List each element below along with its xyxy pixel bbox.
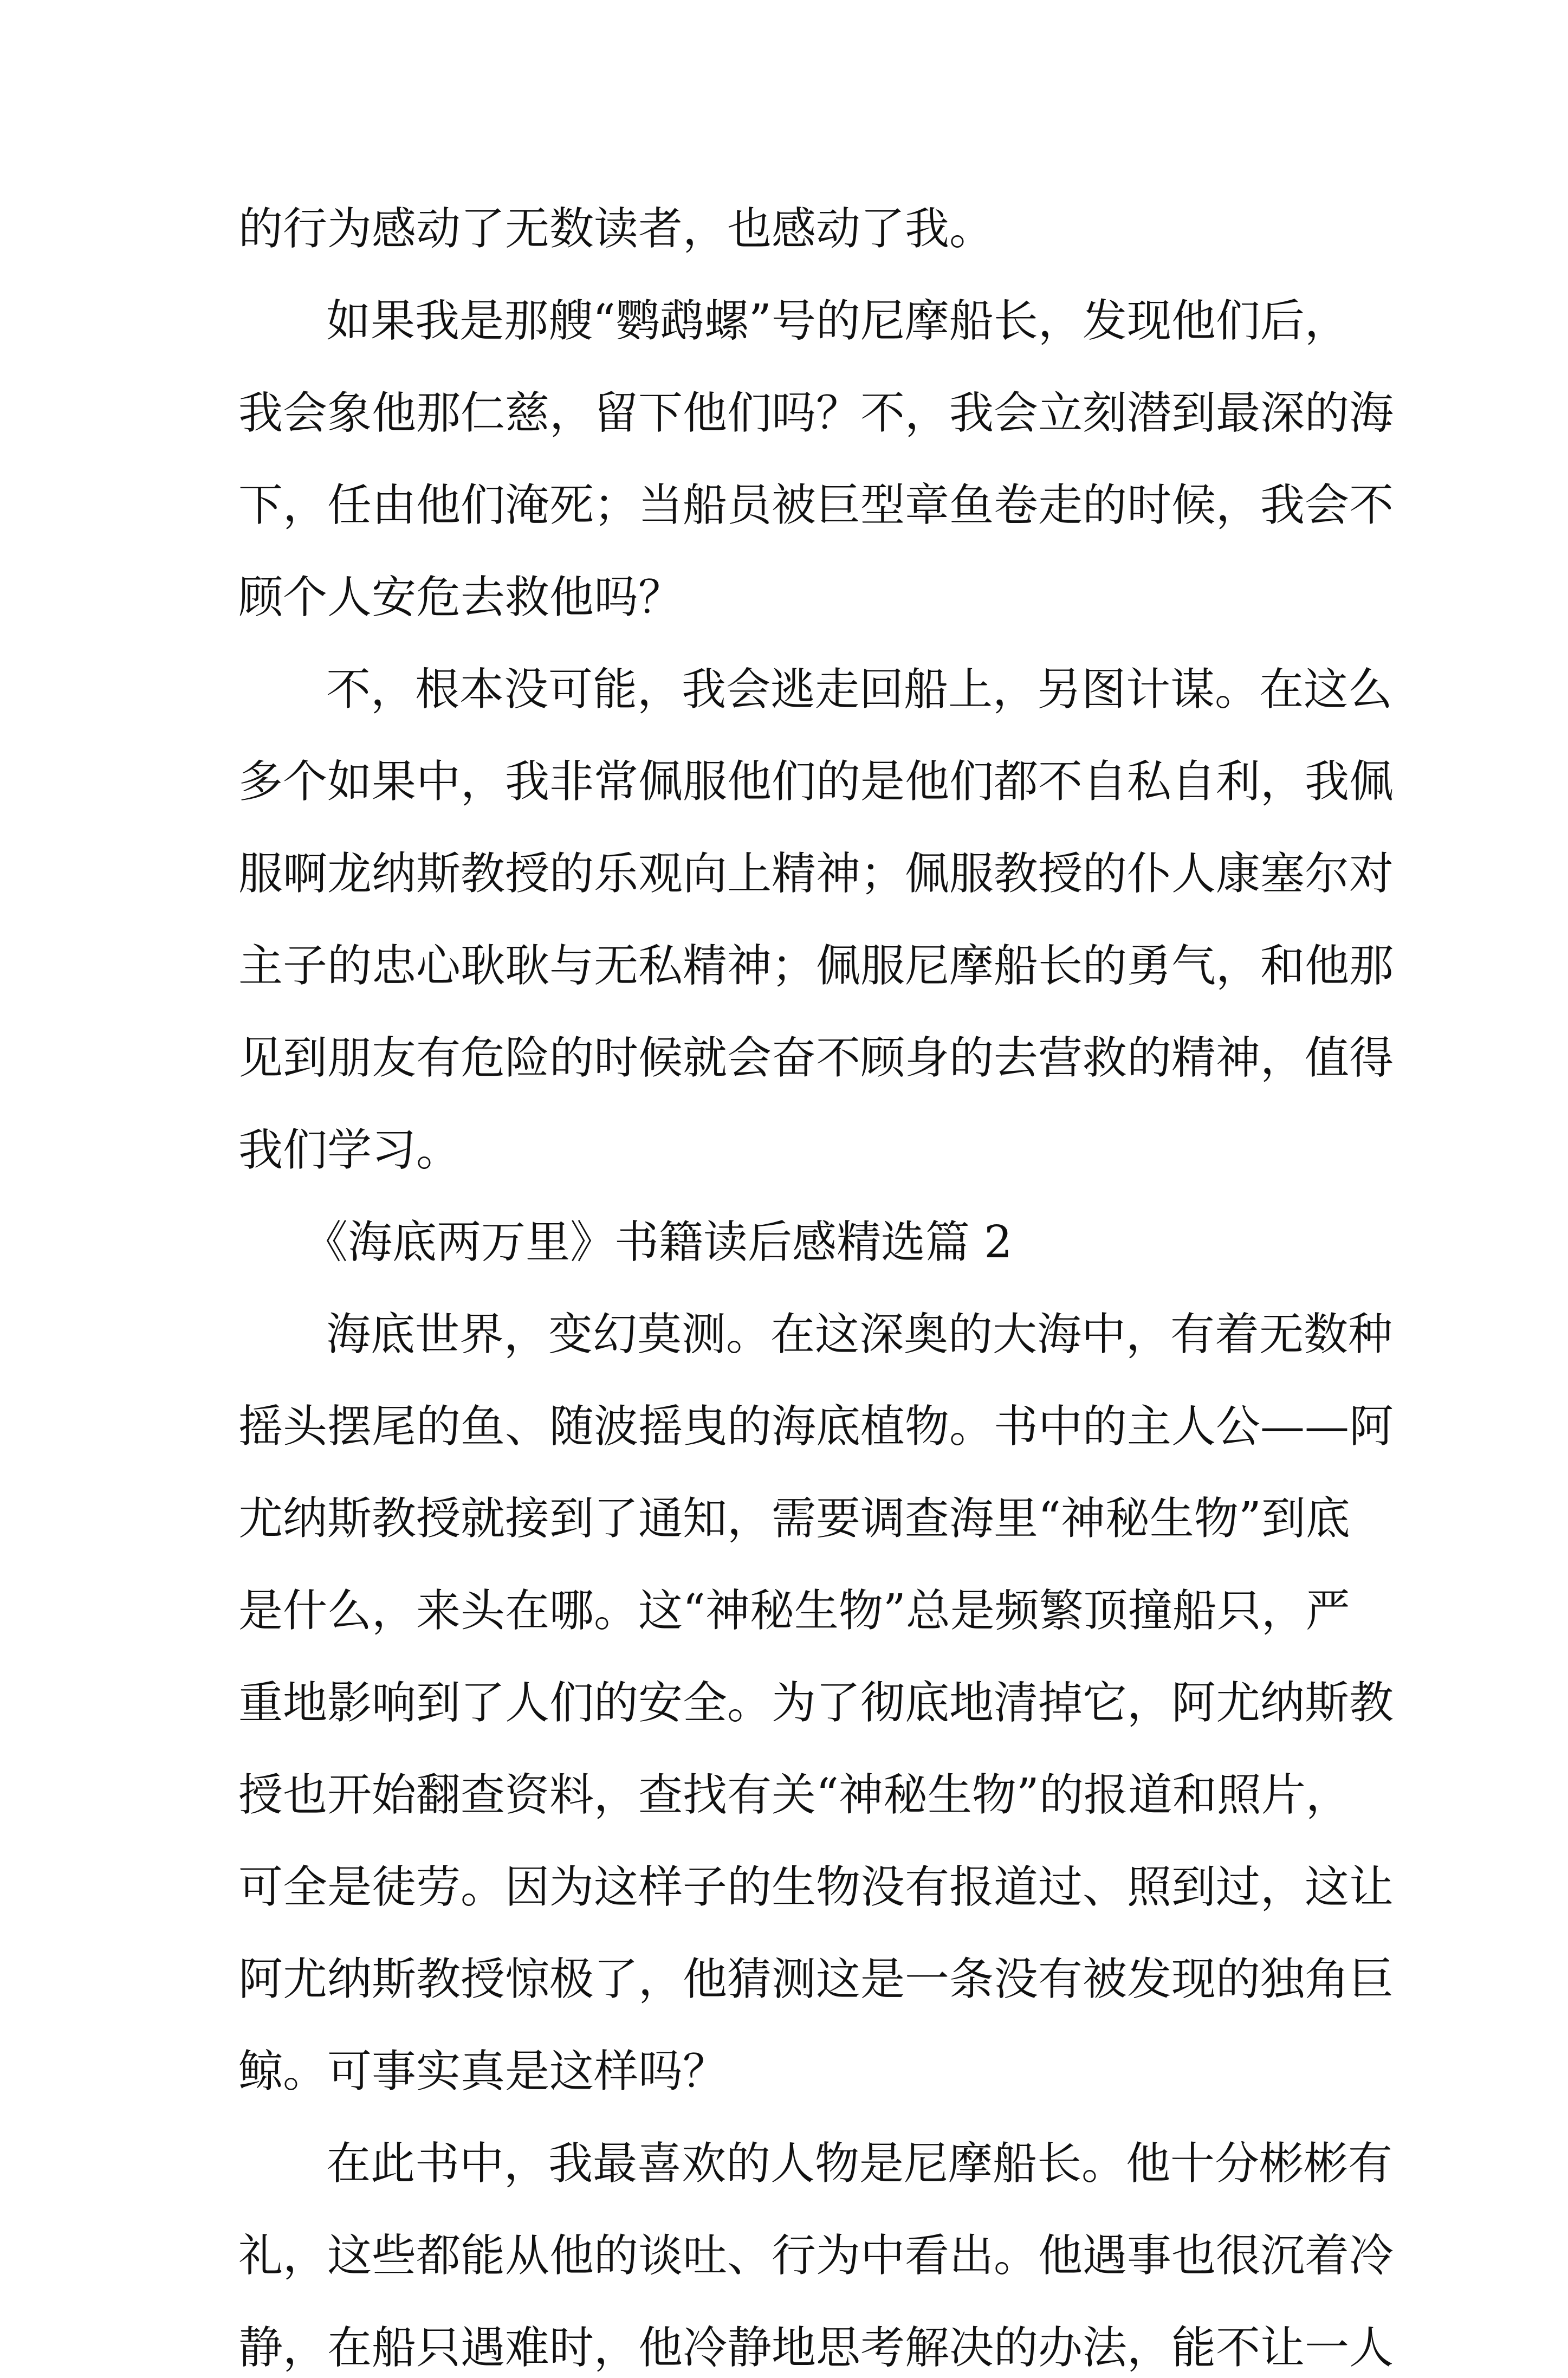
text-line: 静，在船只遇难时，他冷静地思考解决的办法，能不让一人 bbox=[238, 2322, 1394, 2374]
text-line: 尤纳斯教授就接到了通知，需要调查海里“神秘生物”到底 bbox=[238, 1493, 1350, 1545]
text-line: 顾个人安危去救他吗？ bbox=[238, 572, 683, 623]
text-line: 服啊龙纳斯教授的乐观向上精神；佩服教授的仆人康塞尔对 bbox=[238, 848, 1394, 900]
text-line: 是什么，来头在哪。这“神秘生物”总是频繁顶撞船只，严 bbox=[238, 1585, 1350, 1637]
text-line: 授也开始翻查资料，查找有关“神秘生物”的报道和照片， bbox=[238, 1769, 1350, 1821]
text-line: 如果我是那艘“鹦鹉螺”号的尼摩船长，发现他们后， bbox=[326, 295, 1349, 347]
text-line: 阿尤纳斯教授惊极了，他猜测这是一条没有被发现的独角巨 bbox=[238, 1954, 1394, 2005]
text-line: 见到朋友有危险的时候就会奋不顾身的去营救的精神，值得 bbox=[238, 1032, 1394, 1084]
text-line: 多个如果中，我非常佩服他们的是他们都不自私自利，我佩 bbox=[238, 756, 1394, 807]
text-line: 的行为感动了无数读者，也感动了我。 bbox=[238, 203, 994, 255]
text-line: 可全是徒劳。因为这样子的生物没有报道过、照到过，这让 bbox=[238, 1862, 1394, 1913]
text-line: 主子的忠心耿耿与无私精神；佩服尼摩船长的勇气，和他那 bbox=[238, 940, 1394, 992]
text-line: 我们学习。 bbox=[238, 1125, 461, 1176]
section-heading: 《海底两万里》书籍读后感精选篇 2 bbox=[303, 1217, 1013, 1268]
text-line: 鲸。可事实真是这样吗？ bbox=[238, 2046, 728, 2097]
text-line: 海底世界，变幻莫测。在这深奥的大海中，有着无数种 bbox=[326, 1309, 1393, 1360]
text-line: 下，任由他们淹死；当船员被巨型章鱼卷走的时候，我会不 bbox=[238, 480, 1394, 531]
text-line: 礼，这些都能从他的谈吐、行为中看出。他遇事也很沉着冷 bbox=[238, 2230, 1394, 2282]
text-line: 在此书中，我最喜欢的人物是尼摩船长。他十分彬彬有 bbox=[326, 2138, 1393, 2189]
text-line: 我会象他那仁慈，留下他们吗？不，我会立刻潜到最深的海 bbox=[238, 387, 1394, 439]
text-line: 摇头摆尾的鱼、随波摇曳的海底植物。书中的主人公——阿 bbox=[238, 1401, 1394, 1452]
text-line: 不，根本没可能，我会逃走回船上，另图计谋。在这么 bbox=[326, 664, 1393, 715]
text-line: 重地影响到了人们的安全。为了彻底地清掉它，阿尤纳斯教 bbox=[238, 1677, 1394, 1729]
